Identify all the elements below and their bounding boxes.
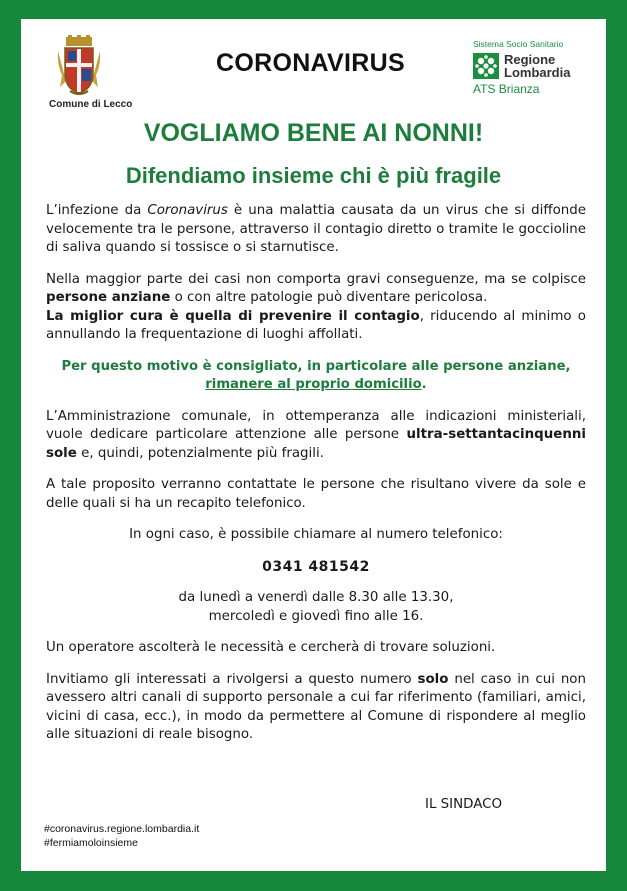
comune-label: Comune di Lecco [49, 99, 133, 110]
regione-lombardia-rosa-icon [473, 53, 499, 79]
sub-title: Difendiamo insieme chi è più fragile [125, 163, 502, 188]
ats-logo [473, 39, 598, 96]
regione-lombardia-label [504, 53, 570, 79]
paragraph-infection: L’infezione da Coronavirus è una malattia causata da un virus che si diffonde velocemente tra le persone, attraverso il contagio diretto o tramite le goccioline di saliva quando si tossisce o si starnutisce. [46, 203, 586, 255]
hours-extended: mercoledì e giovedì fino alle 16. [208, 608, 424, 624]
paragraph-administration: L’Amministrazione comunale, in ottemperanza alle indicazioni ministeriali, vuole dedicare particolare attenzione alle persone ultra-settantacinquenni sole e, quindi, potenzialmente più fragili. [46, 408, 586, 461]
regione-line: Regione [504, 52, 556, 67]
paragraph-call: In ogni caso, è possibile chiamare al numero telefonico: [129, 527, 503, 542]
body-text [46, 202, 586, 758]
ats-brianza-label: ATS Brianza [473, 82, 540, 96]
regione-logo-row [473, 53, 598, 79]
coat-of-arms-icon [56, 35, 102, 97]
hashtags [44, 822, 199, 850]
lombardia-line: Lombardia [504, 65, 571, 80]
ats-system-label: Sistema Socio Sanitario [473, 39, 564, 49]
paragraph-operator: Un operatore ascolterà le necessità e cercherà di trovare soluzioni. [46, 640, 496, 655]
hours-weekdays: da lunedì a venerdì dalle 8.30 alle 13.30, [178, 590, 454, 605]
hashtag-website[interactable]: #coronavirus.regione.lombardia.it [44, 823, 200, 835]
phone-number[interactable]: 0341 481542 [262, 558, 370, 575]
flyer-page [21, 19, 606, 871]
paragraph-prevention: La miglior cura è quella di prevenire il contagio, riducendo al minimo o annullando la frequentazione di luoghi affollati. [46, 308, 586, 342]
stay-home-note: Per questo motivo è consigliato, in particolare alle persone anziane, rimanere al proprio domicilio. [61, 358, 571, 392]
paragraph-consequences: Nella maggior parte dei casi non comporta gravi conseguenze, ma se colpisce persone anziane o con altre patologie può diventare pericolosa. [46, 271, 586, 305]
comune-crest [49, 35, 133, 110]
coronavirus-headline: CORONAVIRUS [216, 49, 405, 77]
paragraph-contact: A tale proposito verranno contattate le persone che risultano vivere da sole e delle quali si ha un recapito telefonico. [46, 477, 586, 511]
signature-sindaco: IL SINDACO [425, 797, 503, 812]
paragraph-invitation: Invitiamo gli interessati a rivolgersi a questo numero solo nel caso in cui non avessero altri canali di supporto personale a cui far riferimento (familiari, amici, vicini di casa, ecc.), in modo da permettere al Comune di rispondere al meglio alle situazioni di reale bisogno. [46, 671, 586, 742]
hashtag-fermiamolo: #fermiamoloinsieme [44, 837, 138, 849]
main-title: VOGLIAMO BENE AI NONNI! [143, 119, 484, 147]
opening-hours [46, 589, 586, 626]
